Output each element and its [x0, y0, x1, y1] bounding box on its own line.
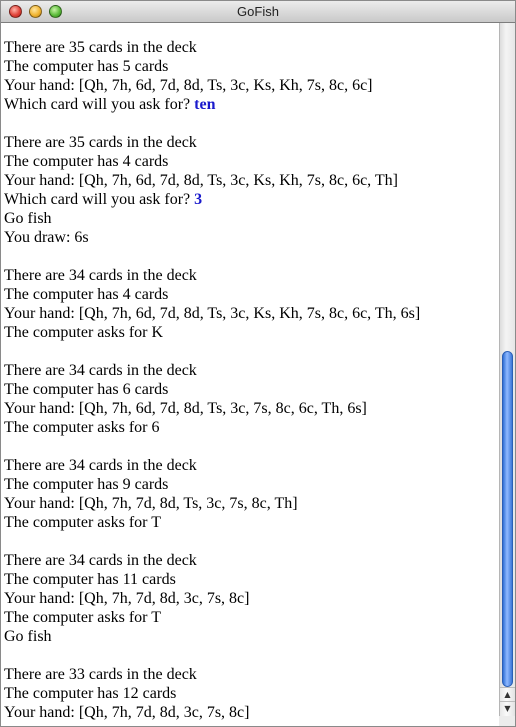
scrollbar-thumb[interactable] — [502, 351, 513, 687]
console-line-text: There are 34 cards in the deck — [4, 552, 197, 569]
console-line-text: There are 34 cards in the deck — [4, 457, 197, 474]
console-line-text: The computer asks for 6 — [4, 419, 160, 436]
console-line-text: You draw: 6s — [4, 229, 89, 246]
console-line — [4, 190, 499, 209]
console-line-text: Your hand: [Qh, 7h, 7d, 8d, 3c, 7s, 8c] — [4, 704, 250, 721]
console-line — [4, 380, 499, 399]
console-line — [4, 304, 499, 323]
console-line-text: The computer has 6 cards — [4, 381, 169, 398]
console-line-text: Your hand: [Qh, 7h, 6d, 7d, 8d, Ts, 3c, 7s, 8c, 6c, Th, 6s] — [4, 400, 367, 417]
console-line — [4, 152, 499, 171]
blank-line — [4, 342, 499, 361]
window-title: GoFish — [237, 4, 279, 19]
console-line — [4, 570, 499, 589]
console-line-text: Your hand: [Qh, 7h, 6d, 7d, 8d, Ts, 3c, Ks, Kh, 7s, 8c, 6c, Th, 6s] — [4, 305, 421, 322]
console-line — [4, 513, 499, 532]
console-line-text: Your hand: [Qh, 7h, 6d, 7d, 8d, Ts, 3c, Ks, Kh, 7s, 8c, 6c, Th] — [4, 172, 398, 189]
console-line — [4, 589, 499, 608]
title-bar[interactable] — [1, 1, 515, 23]
console-line — [4, 57, 499, 76]
console-line — [4, 95, 499, 114]
console-line-text: Go fish — [4, 628, 52, 645]
console-text — [1, 23, 499, 722]
resize-corner[interactable] — [499, 716, 515, 726]
blank-line — [4, 114, 499, 133]
console-line-text: There are 35 cards in the deck — [4, 39, 197, 56]
console-line — [4, 76, 499, 95]
blank-line — [4, 646, 499, 665]
console-line — [4, 703, 499, 722]
console-line — [4, 399, 499, 418]
console-line — [4, 171, 499, 190]
console-line-text: The computer has 9 cards — [4, 476, 169, 493]
console-line-text: There are 33 cards in the deck — [4, 666, 197, 683]
console-line-text: The computer asks for K — [4, 324, 164, 341]
console-line — [4, 323, 499, 342]
arrow-down-icon[interactable]: ▼ — [500, 701, 515, 716]
blank-line — [4, 437, 499, 456]
console-line-text: Which card will you ask for? — [4, 191, 195, 208]
console-line-text: The computer has 11 cards — [4, 571, 176, 588]
console-line-text: The computer has 5 cards — [4, 58, 169, 75]
console-line — [4, 285, 499, 304]
console-line-text: Which card will you ask for? — [4, 96, 195, 113]
console-line — [4, 361, 499, 380]
console-line-text: There are 34 cards in the deck — [4, 362, 197, 379]
console-line-text: The computer asks for T — [4, 609, 161, 626]
console-line — [4, 684, 499, 703]
blank-line — [4, 532, 499, 551]
console-line — [4, 209, 499, 228]
console-line — [4, 228, 499, 247]
blank-line — [4, 247, 499, 266]
console-line — [4, 551, 499, 570]
console-line-text: There are 34 cards in the deck — [4, 267, 197, 284]
user-answer: 3 — [194, 191, 203, 208]
console-line-text: The computer has 12 cards — [4, 685, 177, 702]
console-line-text: Go fish — [4, 210, 52, 227]
console-line — [4, 627, 499, 646]
console-output[interactable] — [1, 23, 499, 726]
console-line-text: The computer has 4 cards — [4, 153, 169, 170]
console-line — [4, 494, 499, 513]
console-line — [4, 475, 499, 494]
console-line — [4, 665, 499, 684]
console-line — [4, 456, 499, 475]
console-line — [4, 133, 499, 152]
console-line-text: The computer asks for T — [4, 514, 161, 531]
console-line — [4, 608, 499, 627]
user-answer: ten — [194, 96, 216, 113]
console-line — [4, 418, 499, 437]
arrow-up-icon[interactable]: ▲ — [500, 687, 515, 702]
console-line-text: Your hand: [Qh, 7h, 6d, 7d, 8d, Ts, 3c, Ks, Kh, 7s, 8c, 6c] — [4, 77, 373, 94]
vertical-scrollbar[interactable] — [499, 23, 515, 726]
console-line — [4, 38, 499, 57]
console-line-text: The computer has 4 cards — [4, 286, 169, 303]
console-line-text: Your hand: [Qh, 7h, 7d, 8d, 3c, 7s, 8c] — [4, 590, 250, 607]
console-line-text: Your hand: [Qh, 7h, 7d, 8d, Ts, 3c, 7s, 8c, Th] — [4, 495, 298, 512]
console-line-text: There are 35 cards in the deck — [4, 134, 197, 151]
console-line — [4, 266, 499, 285]
